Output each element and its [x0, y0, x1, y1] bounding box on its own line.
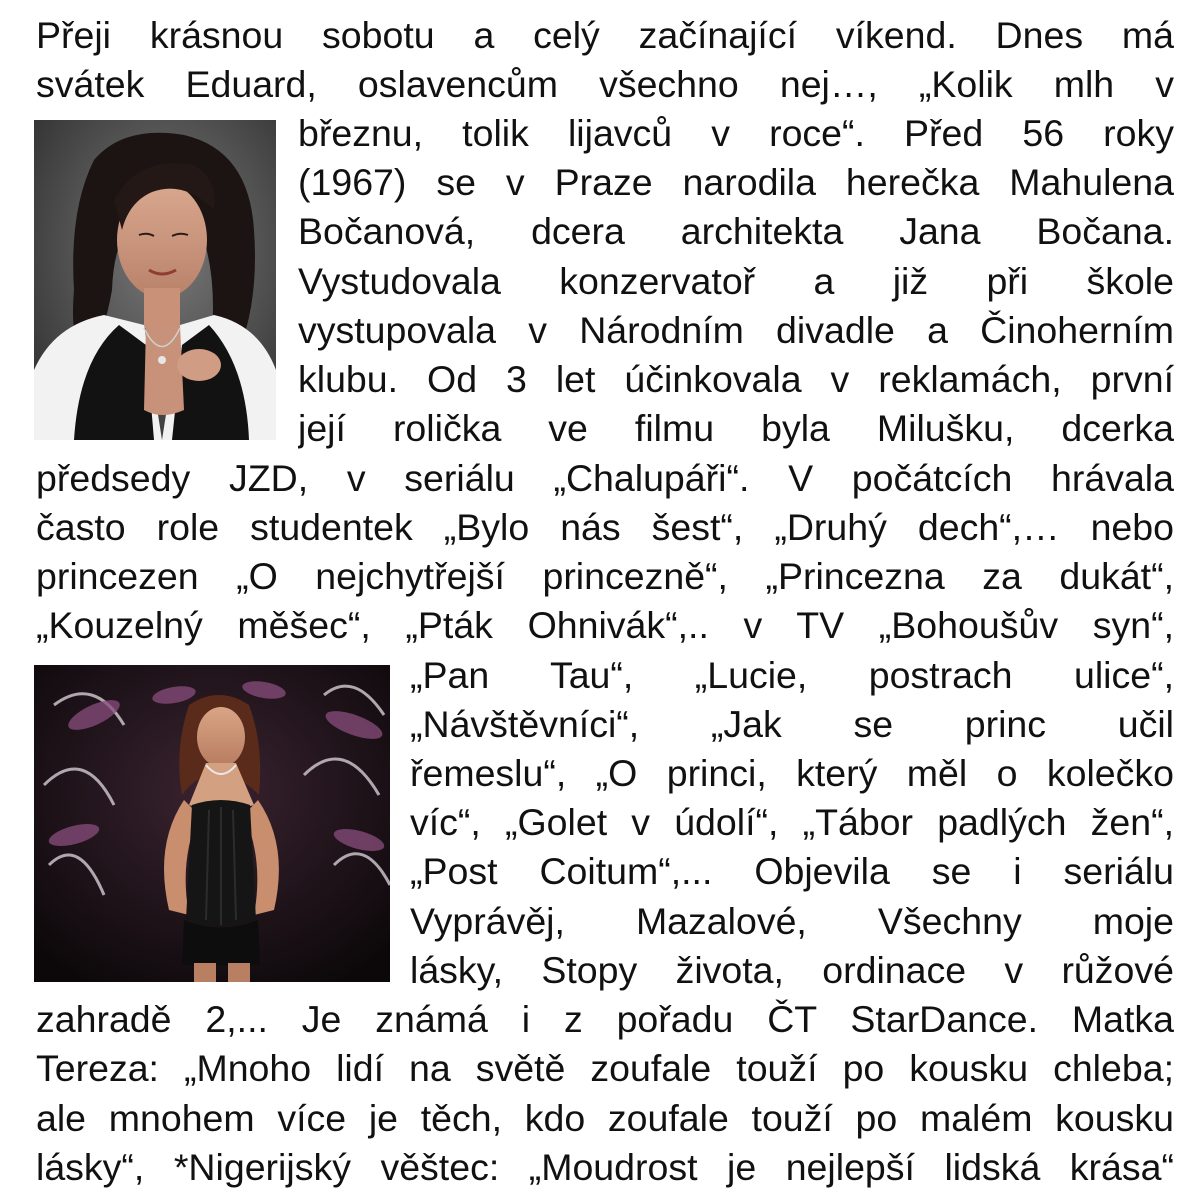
stage-photo	[34, 665, 390, 982]
text-line-16: řemeslu“, „O princi, který měl o kolečko	[410, 752, 1174, 794]
text-line-17: víc“, „Golet v údolí“, „Tábor padlých žen“,	[410, 801, 1174, 843]
text-line-23: ale mnohem více je těch, kdo zoufale touží po malém kousku	[36, 1097, 1174, 1139]
text-line-11: často role studentek „Bylo nás šest“, „Druhý dech“,… nebo	[36, 506, 1174, 548]
text-line-1: Přeji krásnou sobotu a celý začínající víkend. Dnes má	[36, 14, 1174, 56]
text-line-10: předsedy JZD, v seriálu „Chalupáři“. V počátcích hrávala	[36, 457, 1174, 499]
stage-image	[34, 665, 390, 982]
text-line-6: Vystudovala konzervatoř a již při škole	[298, 260, 1174, 302]
text-line-9: její rolička ve filmu byla Milušku, dcerka	[298, 407, 1174, 449]
text-line-7: vystupovala v Národním divadle a Činoherním	[298, 309, 1174, 351]
portrait-image	[34, 120, 276, 440]
text-line-18: „Post Coitum“,... Objevila se i seriálu	[410, 850, 1174, 892]
text-line-22: Tereza: „Mnoho lidí na světě zoufale touží po kousku chleba;	[36, 1047, 1174, 1089]
text-line-12: princezen „O nejchytřejší princezně“, „Princezna za dukát“,	[36, 555, 1174, 597]
text-line-20: lásky, Stopy života, ordinace v růžové	[410, 949, 1174, 991]
text-line-5: Bočanová, dcera architekta Jana Bočana.	[298, 210, 1174, 252]
text-line-14: „Pan Tau“, „Lucie, postrach ulice“,	[410, 654, 1174, 696]
portrait-photo	[34, 120, 276, 440]
text-line-2: svátek Eduard, oslavencům všechno nej…, „Kolik mlh v	[36, 63, 1174, 105]
text-line-13: „Kouzelný měšec“, „Pták Ohnivák“,.. v TV „Bohoušův syn“,	[36, 604, 1174, 646]
text-line-8: klubu. Od 3 let účinkovala v reklamách, první	[298, 358, 1174, 400]
text-line-24: lásky“, *Nigerijský věštec: „Moudrost je nejlepší lidská krása“	[36, 1146, 1174, 1188]
text-line-21: zahradě 2,... Je známá i z pořadu ČT StarDance. Matka	[36, 998, 1174, 1040]
text-line-3: březnu, tolik lijavců v roce“. Před 56 roky	[298, 112, 1174, 154]
text-line-15: „Návštěvníci“, „Jak se princ učil	[410, 703, 1174, 745]
text-line-4: (1967) se v Praze narodila herečka Mahulena	[298, 161, 1174, 203]
text-line-19: Vyprávěj, Mazalové, Všechny moje	[410, 900, 1174, 942]
